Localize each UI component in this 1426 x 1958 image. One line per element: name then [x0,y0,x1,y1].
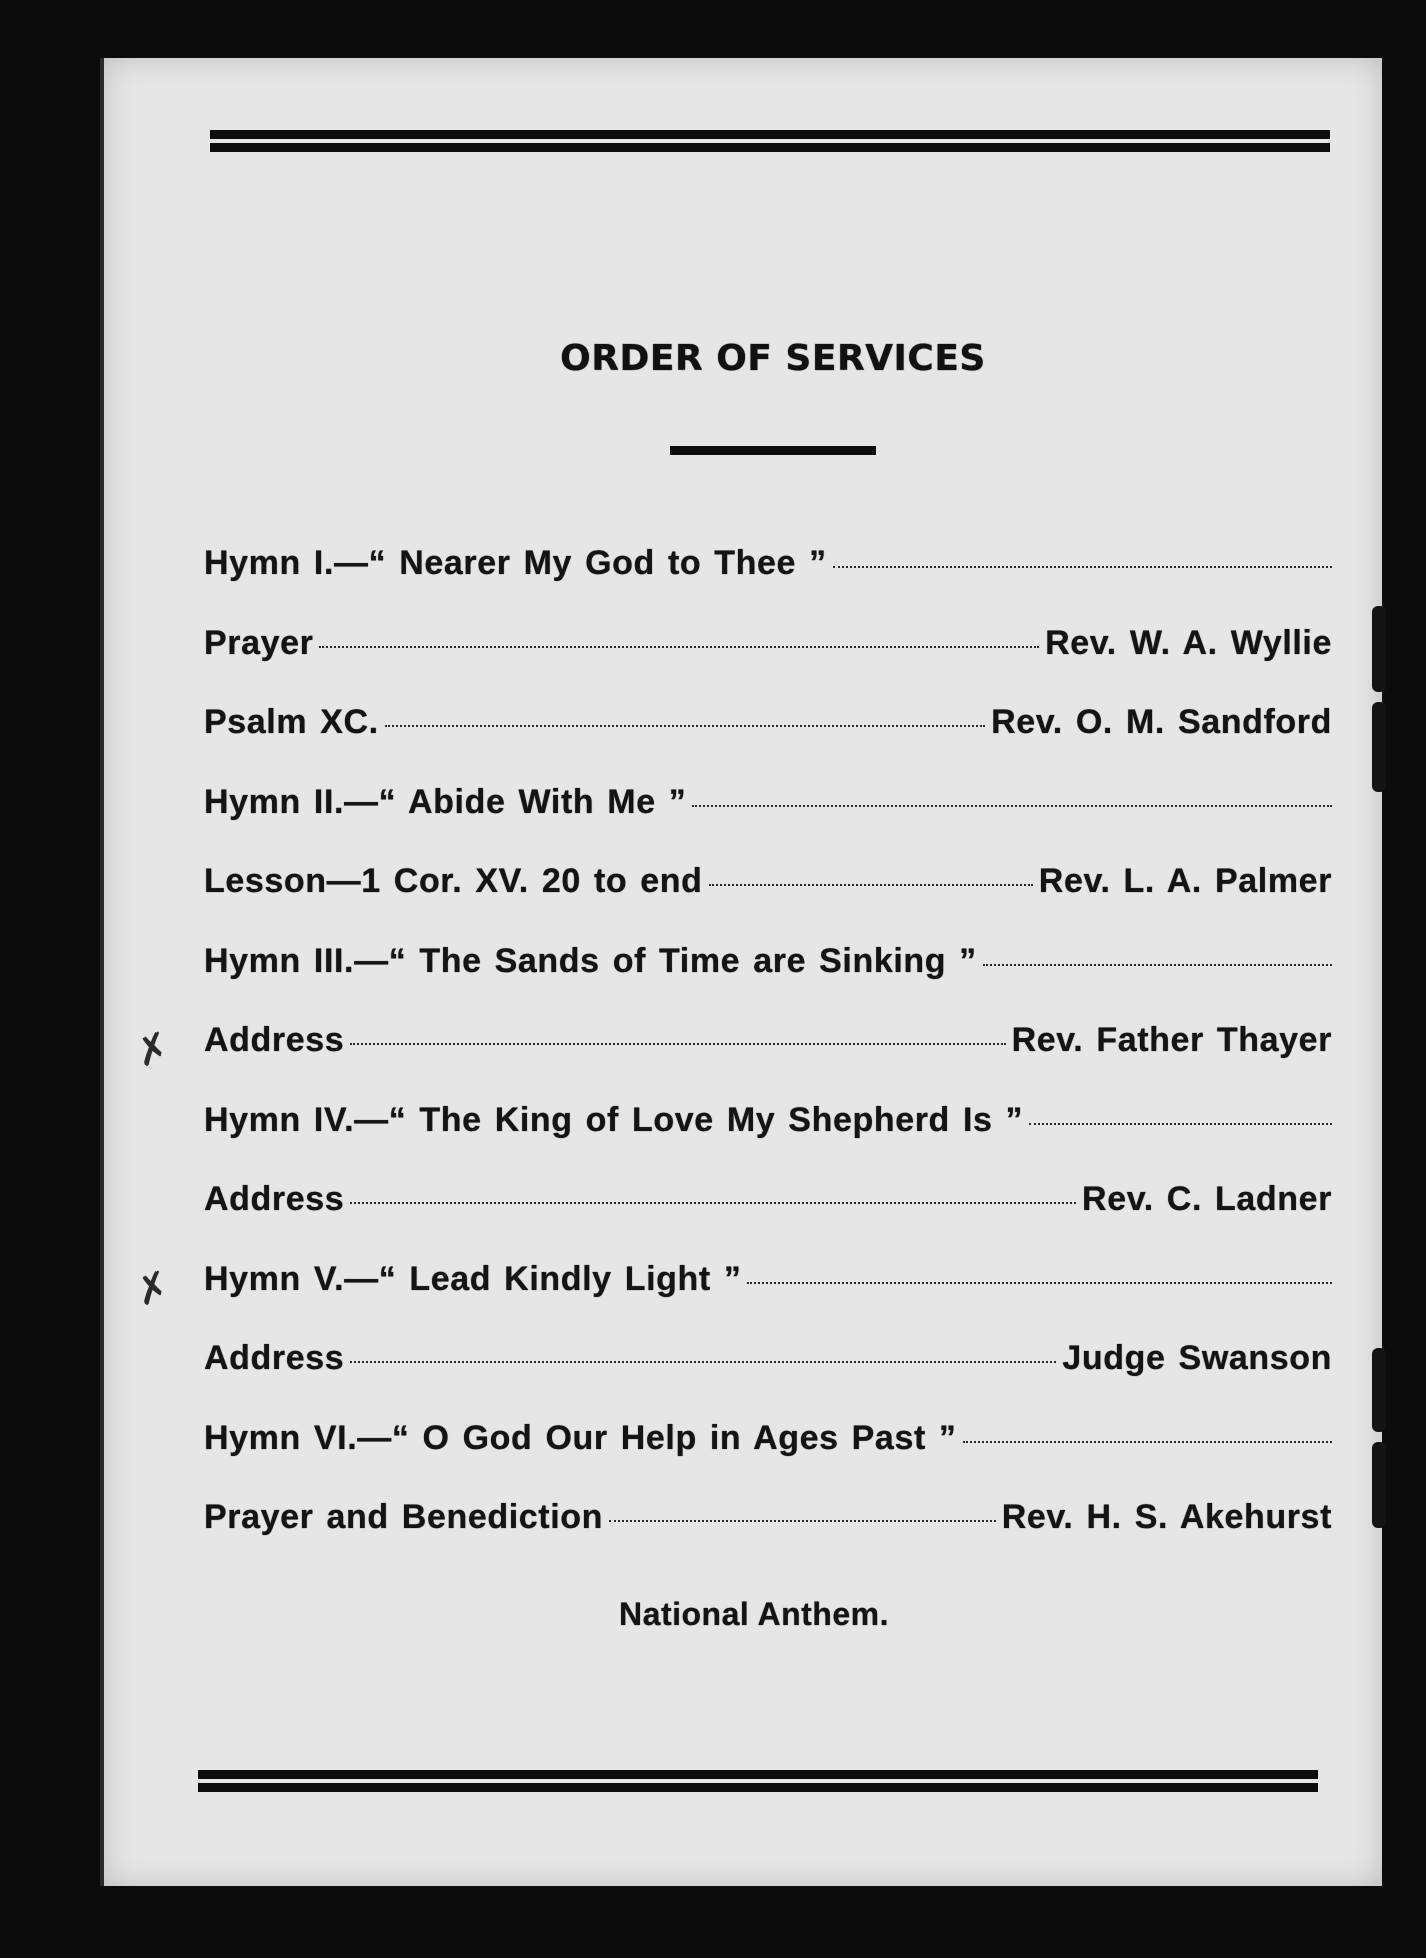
service-row [129,1259,1332,1340]
service-item: Hymn III.—“ The Sands of Time are Sinking ” [204,941,977,980]
service-officiant: Rev. L. A. Palmer [1038,862,1332,900]
handwritten-mark: ✗ [129,1261,177,1316]
service-row [204,942,1332,1022]
service-item: Hymn V.—“ Lead Kindly Light ” [204,1259,742,1298]
service-row [204,624,1332,704]
services-list [129,544,1332,1578]
dot-leader [833,566,1332,568]
closing-line: National Anthem. [619,1596,889,1632]
dot-leader [983,964,1332,966]
dot-leader [963,1441,1332,1443]
service-row [204,1498,1332,1578]
service-item: Hymn II.—“ Abide With Me ” [204,782,687,821]
service-item: Lesson—1 Cor. XV. 20 to end [204,862,703,900]
binding-clip [1372,1348,1386,1432]
top-double-rule [210,130,1330,152]
service-item: Address [204,1339,345,1377]
service-officiant: Rev. H. S. Akehurst [1001,1498,1332,1536]
service-item: Address [204,1180,345,1218]
service-row [204,1339,1332,1419]
service-item: Psalm XC. [204,703,379,741]
service-row [204,544,1332,624]
service-officiant: Rev. C. Ladner [1082,1180,1332,1218]
title-underline [670,446,876,455]
service-item: Hymn I.—“ Nearer My God to Thee ” [204,544,827,582]
dot-leader [319,646,1039,648]
binding-clip [1372,1442,1386,1528]
bottom-double-rule [198,1770,1318,1792]
service-row [204,1101,1332,1181]
service-officiant: Judge Swanson [1062,1339,1332,1377]
dot-leader [609,1520,996,1522]
dot-leader [709,884,1033,886]
program-page [100,58,1382,1886]
dot-leader [350,1043,1005,1045]
binding-clip [1372,606,1386,692]
page-title: ORDER OF SERVICES [560,338,986,379]
service-row [204,703,1332,783]
service-row [204,862,1332,942]
service-item: Prayer and Benediction [204,1498,603,1536]
service-item: Hymn IV.—“ The King of Love My Shepherd Is ” [204,1100,1024,1139]
handwritten-mark: ✗ [129,1022,177,1078]
binding-clip [1372,702,1386,792]
dot-leader [692,805,1332,807]
dot-leader [1029,1123,1332,1125]
dot-leader [747,1282,1332,1284]
dot-leader [385,725,985,727]
service-row [129,1021,1332,1101]
service-officiant: Rev. O. M. Sandford [991,703,1332,741]
service-row [204,1180,1332,1260]
service-item: Hymn VI.—“ O God Our Help in Ages Past ” [204,1418,957,1457]
dot-leader [350,1202,1076,1204]
dot-leader [350,1361,1056,1363]
service-item: Address [204,1021,345,1059]
service-row [204,783,1332,863]
service-item: Prayer [204,623,314,662]
service-row [204,1419,1332,1499]
service-officiant: Rev. W. A. Wyllie [1045,623,1332,662]
service-officiant: Rev. Father Thayer [1011,1021,1332,1059]
